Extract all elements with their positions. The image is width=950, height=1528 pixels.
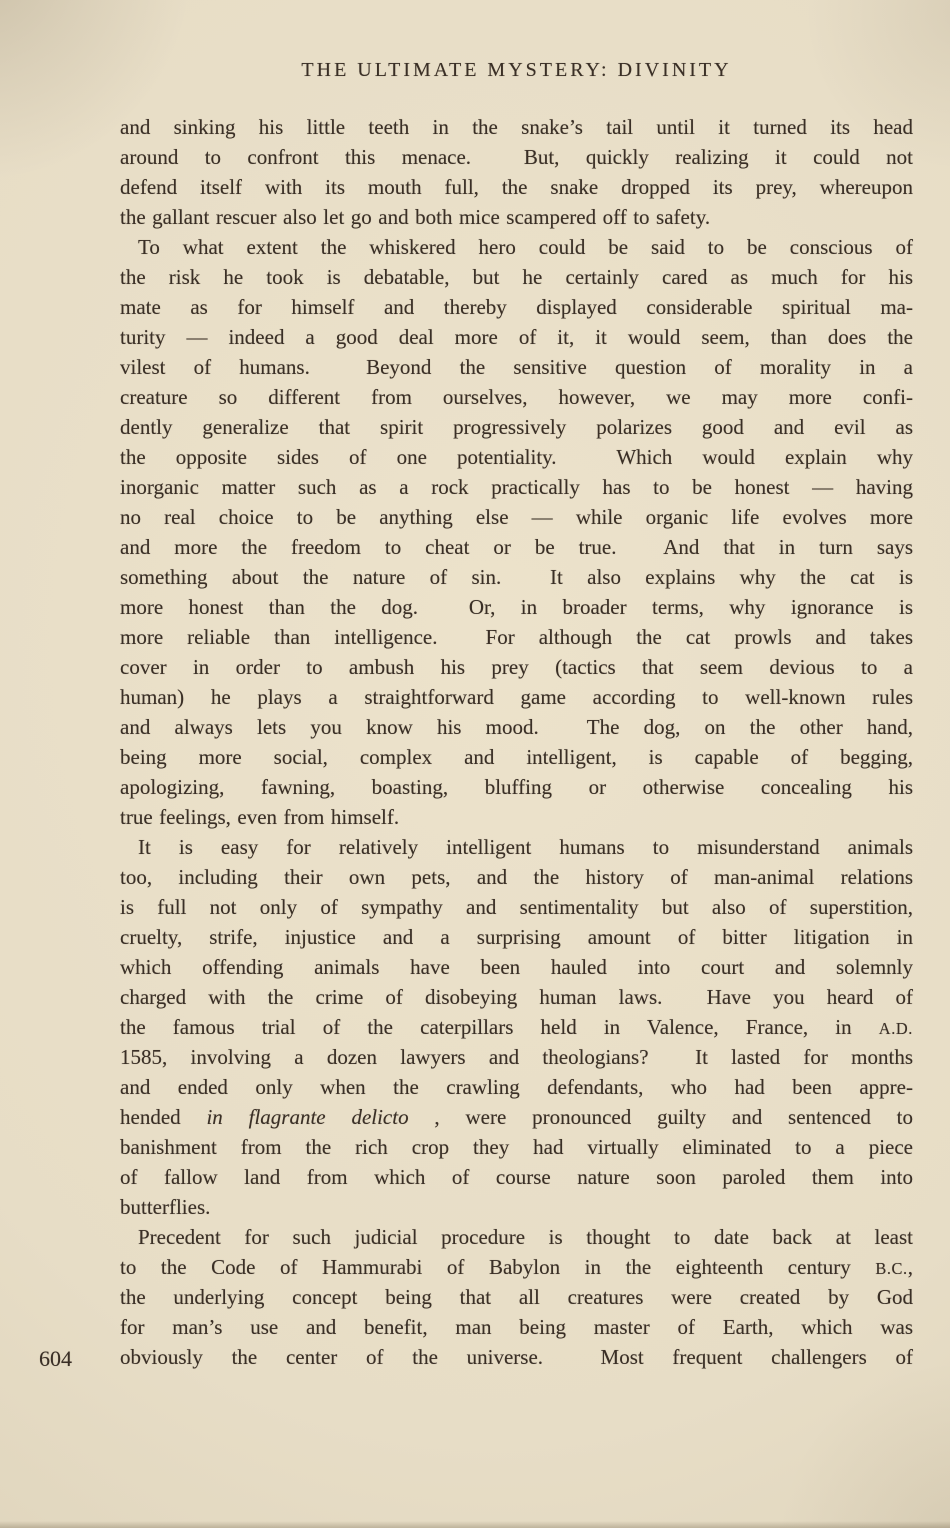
text-line: of fallow land from which of course nature soon paroled them into: [120, 1165, 913, 1189]
text-segment: the famous trial of the caterpillars held in Valence, France, in: [120, 1015, 879, 1039]
text-line: creature so different from ourselves, however, we may more confi-: [120, 385, 913, 409]
text-line: cruelty, strife, injustice and a surprising amount of bitter litigation in: [120, 925, 913, 949]
text-line: too, including their own pets, and the history of man-animal relations: [120, 865, 913, 889]
text-line: and ended only when the crawling defendants, who had been appre-: [120, 1075, 913, 1099]
text-line: the gallant rescuer also let go and both mice scampered off to safety.: [120, 205, 711, 229]
text-line: banishment from the rich crop they had virtually eliminated to a piece: [120, 1135, 913, 1159]
text-line: cover in order to ambush his prey (tactics that seem devious to a: [120, 655, 913, 679]
text-line: To what extent the whiskered hero could be said to be conscious of: [138, 235, 913, 259]
text-line: 1585, involving a dozen lawyers and theologians? It lasted for months: [120, 1045, 913, 1069]
text-line: defend itself with its mouth full, the snake dropped its prey, whereupon: [120, 175, 913, 199]
paragraph: [120, 832, 913, 1222]
smallcaps-abbreviation: B.C.: [875, 1259, 908, 1278]
text-line: turity — indeed a good deal more of it, it would seem, than does the: [120, 325, 913, 349]
text-line: human) he plays a straightforward game according to well-known rules: [120, 685, 913, 709]
text-line: dently generalize that spirit progressively polarizes good and evil as: [120, 415, 913, 439]
running-header: THE ULTIMATE MYSTERY: DIVINITY: [301, 59, 732, 81]
text-line: [120, 1012, 913, 1042]
text-line: no real choice to be anything else — while organic life evolves more: [120, 505, 913, 529]
text-line: apologizing, fawning, boasting, bluffing or otherwise concealing his: [120, 775, 913, 799]
text-line: [120, 1102, 913, 1132]
paragraph: [120, 112, 913, 232]
text-line: for man’s use and benefit, man being master of Earth, which was: [120, 1315, 913, 1339]
text-line: [120, 1252, 913, 1282]
text-segment: , were pronounced guilty and sentenced to: [408, 1105, 913, 1129]
text-line: the risk he took is debatable, but he certainly cared as much for his: [120, 265, 913, 289]
text-line: which offending animals have been hauled into court and solemnly: [120, 955, 913, 979]
text-line: being more social, complex and intelligent, is capable of begging,: [120, 745, 913, 769]
text-line: and always lets you know his mood. The dog, on the other hand,: [120, 715, 913, 739]
text-line: mate as for himself and thereby displayed considerable spiritual ma-: [120, 295, 913, 319]
page-number: 604: [39, 1346, 72, 1371]
text-segment: ,: [907, 1255, 913, 1279]
text-segment: hended: [120, 1105, 207, 1129]
paragraph: [120, 232, 913, 832]
text-line: Precedent for such judicial procedure is thought to date back at least: [138, 1225, 913, 1249]
text-line: is full not only of sympathy and sentimentality but also of superstition,: [120, 895, 913, 919]
text-line: vilest of humans. Beyond the sensitive question of morality in a: [120, 355, 913, 379]
text-line: something about the nature of sin. It also explains why the cat is: [120, 565, 913, 589]
text-line: more reliable than intelligence. For although the cat prowls and takes: [120, 625, 913, 649]
text-line: true feelings, even from himself.: [120, 805, 400, 829]
text-line: inorganic matter such as a rock practically has to be honest — having: [120, 475, 913, 499]
text-line: and sinking his little teeth in the snake’s tail until it turned its head: [120, 115, 913, 139]
text-line: butterflies.: [120, 1195, 211, 1219]
text-line: around to confront this menace. But, quickly realizing it could not: [120, 145, 913, 169]
text-line: charged with the crime of disobeying human laws. Have you heard of: [120, 985, 913, 1009]
text-line: the opposite sides of one potentiality. Which would explain why: [120, 445, 913, 469]
text-segment: to the Code of Hammurabi of Babylon in the eighteenth century: [120, 1255, 876, 1279]
text-line: and more the freedom to cheat or be true. And that in turn says: [120, 535, 913, 559]
text-block: [120, 112, 913, 1372]
paragraph: [120, 1222, 913, 1372]
text-line: more honest than the dog. Or, in broader terms, why ignorance is: [120, 595, 913, 619]
smallcaps-abbreviation: A.D.: [878, 1019, 913, 1038]
text-line: It is easy for relatively intelligent humans to misunderstand animals: [138, 835, 913, 859]
italic-phrase: in flagrante delicto: [206, 1105, 409, 1129]
text-line: obviously the center of the universe. Most frequent challengers of: [120, 1345, 913, 1369]
text-line: the underlying concept being that all creatures were created by God: [120, 1285, 913, 1309]
